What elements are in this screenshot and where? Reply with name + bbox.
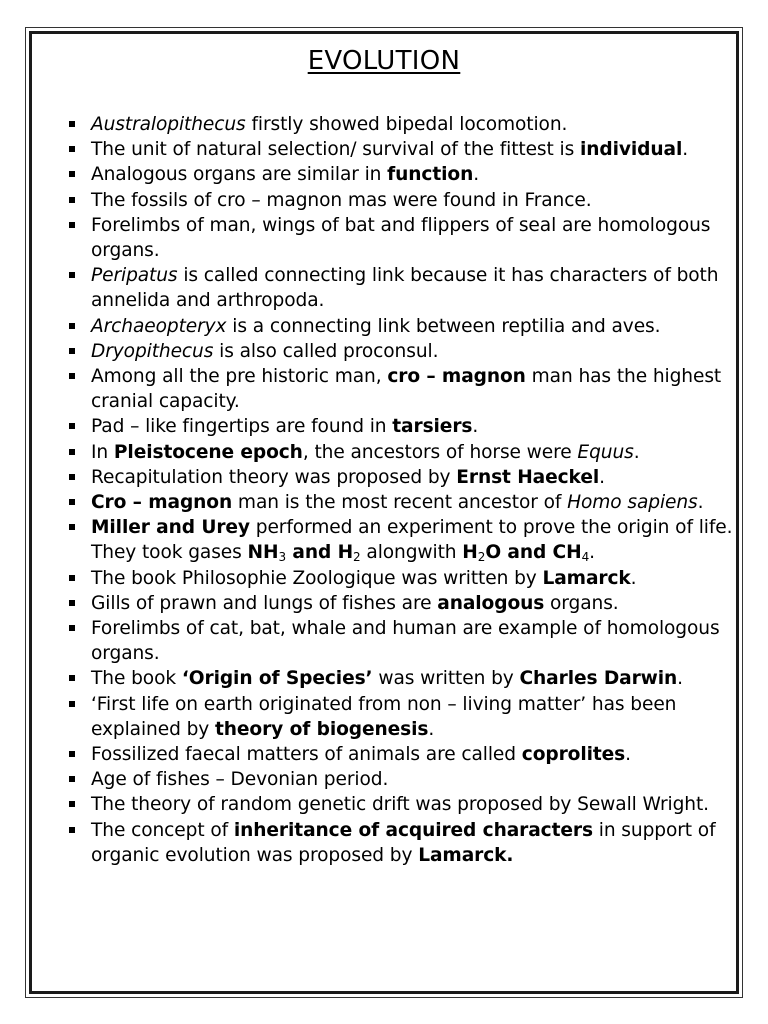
fact-list (66, 112, 736, 868)
text-run: in support of organic evolution was proposed by (91, 819, 716, 866)
subscript-text: 2 (477, 550, 486, 565)
page-title: EVOLUTION (307, 46, 461, 76)
bold-text: cro – magnon (387, 366, 526, 388)
list-item (66, 742, 736, 767)
square-bullet-icon (69, 499, 75, 505)
list-item (66, 692, 736, 742)
square-bullet-icon (69, 348, 75, 354)
subscript-text: 2 (353, 550, 361, 565)
text-run: The unit of natural selection/ survival of the fittest is (91, 139, 580, 161)
text-run: alongwith (360, 542, 463, 564)
list-item (66, 465, 736, 490)
text-run: man has the highest cranial capacity. (91, 366, 722, 413)
bold-text: theory of biogenesis (215, 718, 429, 740)
square-bullet-icon (69, 801, 75, 807)
text-run: Gills of prawn and lungs of fishes are (91, 592, 438, 614)
text-run: Recapitulation theory was proposed by (91, 466, 457, 488)
square-bullet-icon (69, 625, 75, 631)
bold-text: H (462, 542, 478, 564)
list-item (66, 364, 736, 414)
italic-text: Equus (577, 441, 634, 463)
square-bullet-icon (69, 751, 75, 757)
text-run: . (682, 139, 689, 161)
text-run: . (697, 492, 704, 514)
italic-text: Australopithecus (91, 114, 246, 135)
text-run: Forelimbs of man, wings of bat and flippers of seal are homologous organs. (91, 214, 711, 262)
text-run: The book Philosophie Zoologique was written by (91, 567, 543, 589)
list-item (66, 162, 736, 187)
square-bullet-icon (69, 701, 75, 707)
list-item (66, 666, 736, 691)
list-item (66, 440, 736, 465)
text-run: . (633, 441, 640, 463)
text-run: The concept of (91, 819, 234, 841)
bold-text: NH (247, 542, 279, 564)
text-run: Fossilized faecal matters of animals are called (91, 744, 522, 766)
text-run: In (91, 441, 114, 463)
square-bullet-icon (69, 121, 75, 127)
square-bullet-icon (69, 323, 75, 329)
text-run: . (599, 466, 605, 488)
list-item (66, 792, 736, 817)
square-bullet-icon (69, 776, 75, 782)
text-run: The theory of random genetic drift was proposed by Sewall Wright. (91, 794, 709, 816)
bold-text: coprolites (521, 744, 626, 766)
list-item (66, 112, 736, 137)
square-bullet-icon (69, 423, 75, 429)
bold-text: Ernst Haeckel (456, 466, 600, 488)
bold-text: Lamarck. (418, 844, 514, 866)
bold-text: tarsiers (392, 416, 473, 438)
text-run: Among all the pre historic man, (91, 366, 388, 388)
bold-text: Lamarck (542, 567, 631, 589)
text-run: Analogous organs are similar in (91, 164, 388, 186)
text-run: . (677, 668, 683, 690)
list-item (66, 314, 736, 339)
list-item (66, 591, 736, 616)
text-run: Forelimbs of cat, bat, whale and human are example of homologous organs. (91, 618, 720, 665)
text-run: . (589, 542, 595, 564)
bold-text: analogous (437, 592, 545, 614)
square-bullet-icon (69, 197, 75, 203)
square-bullet-icon (69, 575, 75, 581)
list-item (66, 490, 736, 515)
list-item (66, 616, 736, 666)
subscript-text: 4 (581, 550, 590, 565)
list-item (66, 515, 736, 565)
text-run: is a connecting link between reptilia and aves. (226, 315, 661, 337)
text-run: firstly showed bipedal locomotion. (245, 114, 568, 135)
italic-text: Homo sapiens (567, 492, 698, 514)
text-run: . (472, 416, 479, 438)
bold-text: inheritance of acquired characters (233, 819, 593, 841)
bold-text: function (387, 164, 474, 186)
square-bullet-icon (69, 222, 75, 228)
text-run: is also called proconsul. (213, 340, 439, 362)
text-run: organs. (544, 592, 619, 614)
list-item (66, 213, 736, 263)
text-run: . (473, 164, 480, 186)
bold-text: Cro – magnon (91, 492, 233, 514)
square-bullet-icon (69, 272, 75, 278)
italic-text: Dryopithecus (91, 340, 214, 362)
text-run: was written by (372, 668, 520, 690)
square-bullet-icon (69, 474, 75, 480)
text-run: performed an experiment to prove the origin of life. They took gases (91, 517, 733, 564)
square-bullet-icon (69, 146, 75, 152)
bold-text: O and CH (485, 542, 582, 564)
list-item (66, 414, 736, 439)
text-run: The fossils of cro – magnon mas were found in France. (91, 189, 592, 211)
text-run: . (625, 744, 631, 766)
bold-text: ‘Origin of Species’ (181, 668, 373, 690)
text-run: man is the most recent ancestor of (232, 492, 568, 514)
text-run: Age of fishes – Devonian period. (91, 769, 389, 791)
square-bullet-icon (69, 524, 75, 530)
square-bullet-icon (69, 171, 75, 177)
text-run: ‘First life on earth originated from non – living matter’ has been explained by (91, 693, 677, 740)
list-item (66, 339, 736, 364)
list-item (66, 188, 736, 213)
list-item (66, 767, 736, 792)
list-item (66, 263, 736, 313)
square-bullet-icon (69, 449, 75, 455)
bold-text: and H (286, 542, 354, 564)
bold-text: Miller and Urey (91, 517, 250, 539)
text-run: , the ancestors of horse were (302, 441, 578, 463)
text-run: The book (91, 668, 182, 690)
bold-text: Charles Darwin (519, 668, 678, 690)
text-run: . (630, 567, 637, 589)
italic-text: Peripatus (91, 265, 178, 287)
list-item (66, 137, 736, 162)
square-bullet-icon (69, 373, 75, 379)
square-bullet-icon (69, 600, 75, 606)
list-item (66, 818, 736, 868)
bold-text: individual (579, 139, 683, 161)
bold-text: Pleistocene epoch (113, 441, 303, 463)
subscript-text: 3 (278, 550, 287, 565)
italic-text: Archaeopteryx (91, 315, 227, 337)
list-item (66, 566, 736, 591)
text-run: is called connecting link because it has characters of both annelida and arthropoda. (91, 265, 719, 312)
text-run: Pad – like fingertips are found in (91, 416, 393, 438)
text-run: . (428, 718, 435, 740)
square-bullet-icon (69, 675, 75, 681)
square-bullet-icon (69, 827, 75, 833)
